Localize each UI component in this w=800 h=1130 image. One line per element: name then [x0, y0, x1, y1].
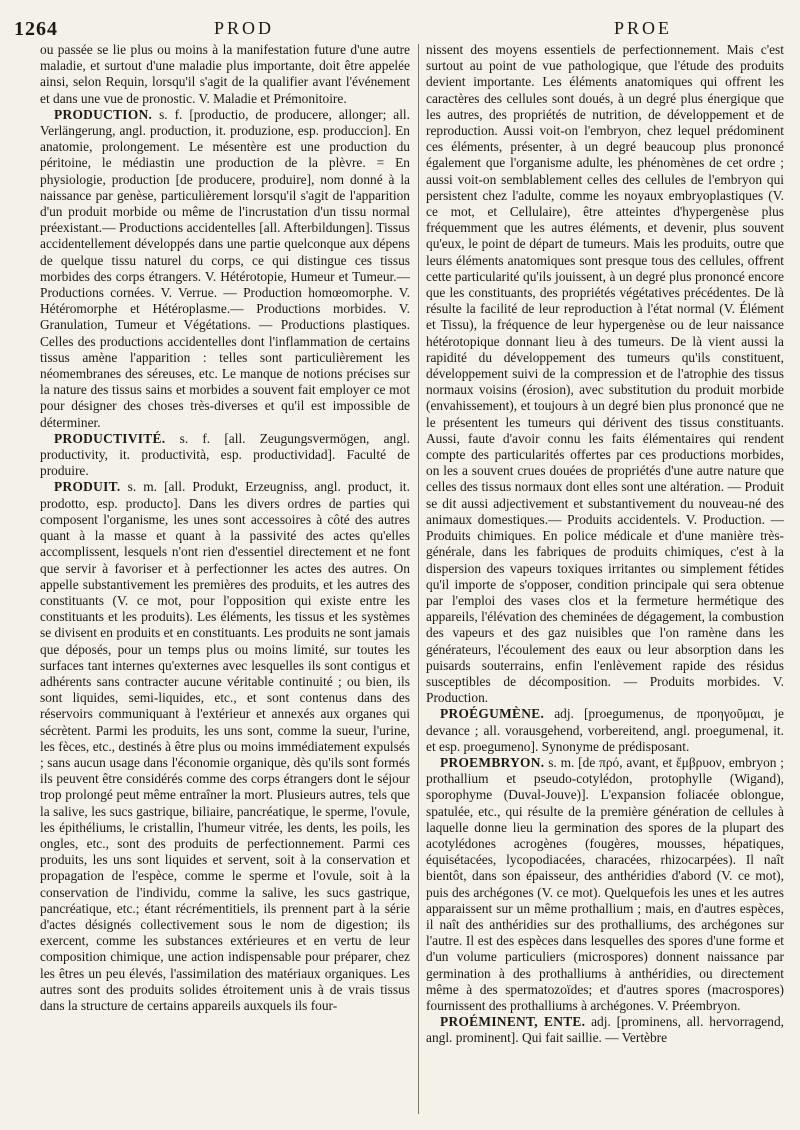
entry-proembryon	[426, 755, 784, 1014]
entry-text: s. m. [all. Produkt, Erzeugniss, angl. product, it. prodotto, esp. producto]. Dans les divers ordres de parties qui composent l'organisme, les unes sont accessoires à côté des autres quant à la masse et quant à la passivité des actes qu'elles accomplissent, lesquels n'ont rien d'essentiel directement et ne font que servir à favoriser et à perfectionner les actes des autres. On appelle substantivement les premières des produits, et les autres des constituants (V. ce mot, pour l'opposition qui existe entre les constituants et les produits). Les éléments, les tissus et les systèmes se divisent en produits et en constituants. Les produits ne sont jamais que déposés, pour un temps plus ou moins limité, sur toutes les surfaces tant internes qu'externes avec lesquelles ils sont contigus et adhérents sans contracter aucune véritable continuité ; ou bien, ils sont liquides, semi-liquides, etc., et sont contenus dans des réservoirs communiquant à l'extérieur et annexés aux organes qui sécrètent. Parmi les produits, les uns sont, comme la sueur, l'urine, les fèces, etc., destinés à être plus ou moins immédiatement expulsés ; sans aucun usage dans l'économie organique, dès qu'ils sont formés ils peuvent être considérés comme des corps étrangers dont le séjour trop prolongé peut même entraîner la mort. Plusieurs autres, tels que la salive, les sucs gastrique, biliaire, pancréatique, le sperme, l'ovule, les épithéliums, le cristallin, l'humeur vitrée, les dents, les poils, les ongles, etc., sont des produits de perfectionnement. Parmi ces produits, les uns sont liquides et servent, soit à la conservation et propagation de l'espèce, comme le sperme et l'ovule, soit à la conservation de l'individu, comme la salive, les sucs gastrique, pancréatique, etc.; étant récrémentitiels, ils prennent part à la série d'actes désignés collectivement sous le nom de digestion; ils exercent, comme les substances extérieures et en vertu de leur composition chimique, une action indispensable pour préparer, chez les êtres un peu élevés, l'assimilation des matériaux organiques. Les autres sont des produits solides étroitement unis à de vrais tissus dans la structure de certains appareils auxquels ils four-	[40, 479, 410, 1013]
running-head-left: PROD	[214, 18, 275, 38]
entry-produit	[40, 479, 410, 1014]
left-column	[40, 42, 410, 1118]
entry-text: s. f. [all. Zeugungsvermögen, angl. productivity, it. productività, esp. productividad]. Faculté de produire.	[40, 430, 410, 479]
entry-headword: PRODUCTIVITÉ.	[54, 430, 166, 446]
right-column	[426, 42, 784, 1118]
entry-text: adj. [proegumenus, de προηγοῦμαι, je devance ; all. vorausgehend, vorbereitend, angl. proegumenal, it. et esp. proegumeno]. Synonyme de prédisposant.	[426, 706, 784, 754]
entry-proegumene	[426, 706, 784, 755]
running-head-right: PROE	[614, 18, 673, 38]
entry-proeminent	[426, 1014, 784, 1046]
entry-text: s. m. [de πρό, avant, et ἔμβρυον, embryon ; prothallium et pseudo-cotylédon, protophylle (Wigand), sporophyme (Duval-Jouve)]. L'expansion foliacée oblongue, spatulée, etc., qui résulte de la première génération de cellules à laquelle donne lieu la germination des spores de la plupart des acotylédones acrogènes (fougères, mousses, hépatiques, équisétacées, lycopodiacées, characées, rhizocarpées). Il naît bientôt, dans son épaisseur, des anthéridies d'abord (V. ce mot), puis des archégones (V. ce mot). Quelquefois les unes et les autres apparaissent sur un même prothallium ; mais, en d'autres espèces, il naît des anthéridies sur des prothalliums, des archégones sur l'autre. Il est des espèces dans lesquelles des spores d'une forme et d'un volume particuliers (microspores) donnent naissance par germination à des prothalliums à anthéridies, ou directement même à des spermatozoïdes; et d'autres spores (macrospores) fournissent des prothalliums à archégones. V. Préembryon.	[426, 754, 784, 1013]
entry-headword: PRODUIT.	[54, 479, 121, 495]
entry-text: nissent des moyens essentiels de perfectionnement. Mais c'est surtout au point de vue pathologique, que l'étude des produits devient importante. Les éléments anatomiques qui offrent les caractères des cellules sont doués, à un degré plus énergique que les autres, des propriétés de nutrition, de développement et de reproduction. Aussi voit-on l'embryon, chez lequel prédominent ces éléments, présenter, à un degré beaucoup plus prononcé également que l'organisme adulte, les phénomènes de cet ordre ; aussi voit-on semblablement celles des cellules de l'embryon qui persistent chez l'adulte, comme les noyaux embryoplastiques (V. ce mot, et Cellulaire), être atteintes d'hypergenèse plus fréquemment que les autres éléments, et devenir, plus souvent qu'eux, le point de départ de tumeurs. Mais les produits, outre que leurs éléments anatomiques sont presque tous des cellules, offrent cette particularité qu'ils jouissent, à un degré plus prononcé encore que les constituants, des propriétés végétatives précédentes. De là résulte la facilité de leur reproduction à l'état normal (V. Élément et Tissu), la fréquence de leur hypergenèse ou de leur naissance hétérotopique donnant lieu à des tumeurs. De là vient aussi la rapidité du développement des tumeurs qu'ils constituent, développement suivi de la compression et de l'atrophie des tissus normaux voisins (érosion), avec substitution du produit morbide (envahissement), et toujours à un degré bien plus prononcé que ne le présentent les tumeurs qui dérivent des tissus constituants. Aussi, faute d'avoir connu les faits élémentaires qui rendent compte des particularités offertes par ces productions morbides, on les a souvent crues douées de propriétés d'une autre nature que celles des tissus normaux dont elles sont une altération. — Produit se dit aussi adjectivement et substantivement du nouveau-né des animaux domestiques.— Produits accidentels. V. Production. — Produits chimiques. En police médicale et d'une manière très-générale, dans les fabriques de produits chimiques, c'est à la dispersion des vapeurs toxiques irritantes ou simplement fétides qu'il importe de s'opposer, condition principale qui sera obtenue par l'emploi des vases clos et la fermeture hermétique des appareils, l'élévation des cheminées de dégagement, la combustion des vapeurs et des gaz nuisibles que l'on ramène dans les générateurs, l'écoulement des eaux ou leur absorption dans les puisards souterrains, enfin l'enlèvement rapide des résidus susceptibles de décomposition. — Produits morbides. V. Production.	[426, 42, 784, 706]
entry-text: adj. [prominens, all. hervorragend, angl. prominent]. Qui fait saillie. — Vertèbre	[426, 1014, 784, 1046]
entry-production	[40, 107, 410, 431]
page-header	[14, 14, 786, 42]
column-divider	[418, 44, 419, 1114]
entry-headword: PRODUCTION.	[54, 106, 153, 122]
entry-headword: PROÉGUMÈNE.	[440, 706, 545, 722]
entry-continuation	[426, 42, 784, 706]
page-number: 1264	[14, 18, 58, 40]
entry-headword: PROEMBRYON.	[440, 754, 545, 770]
entry-text: s. f. [productio, de producere, allonger; all. Verlängerung, angl. production, it. produzione, esp. produccion]. En anatomie, prolongement. Le mésentère est une production du péritoine, le médiastin une production de la plèvre. = En physiologie, production [de producere, produire], nom donné à la naissance par genèse, particulièrement lorsqu'il s'agit de l'apparition d'un produit morbide ou même de l'incrustation d'un tissu normal préexistant.— Productions accidentelles [all. Afterbildungen]. Tissus accidentellement développés dans une partie quelconque aux dépens de quelque tissu naturel du corps, ce qui distingue ces tissus morbides des corps étrangers. V. Hétérotopie, Humeur et Tumeur.—Productions cornées. V. Verrue. — Production homœomorphe. V. Hétéromorphe et Hétéroplasme.— Productions morbides. V. Granulation, Tumeur et Végétations. — Productions plastiques. Celles des productions accidentelles dont l'inflammation de certains tissus amène l'apparition : telles sont particulièrement les néomembranes des séreuses, etc. Le manque de notions précises sur la nature des tissus sains et morbides a souvent fait employer ce mot pour désigner des choses très-diverses et qu'il est impossible de déterminer.	[40, 106, 410, 430]
entry-text: ou passée se lie plus ou moins à la manifestation future d'une autre maladie, et surtout d'une maladie plus importante, doit être appelée ainsi, selon Requin, lorsqu'il s'agit de la qualifier avant l'événement et dans une vue de pronostic. V. Maladie et Prémonitoire.	[40, 42, 410, 106]
entry-productivite	[40, 431, 410, 480]
entry-continuation	[40, 42, 410, 107]
entry-headword: PROÉMINENT, ENTE.	[440, 1014, 586, 1030]
